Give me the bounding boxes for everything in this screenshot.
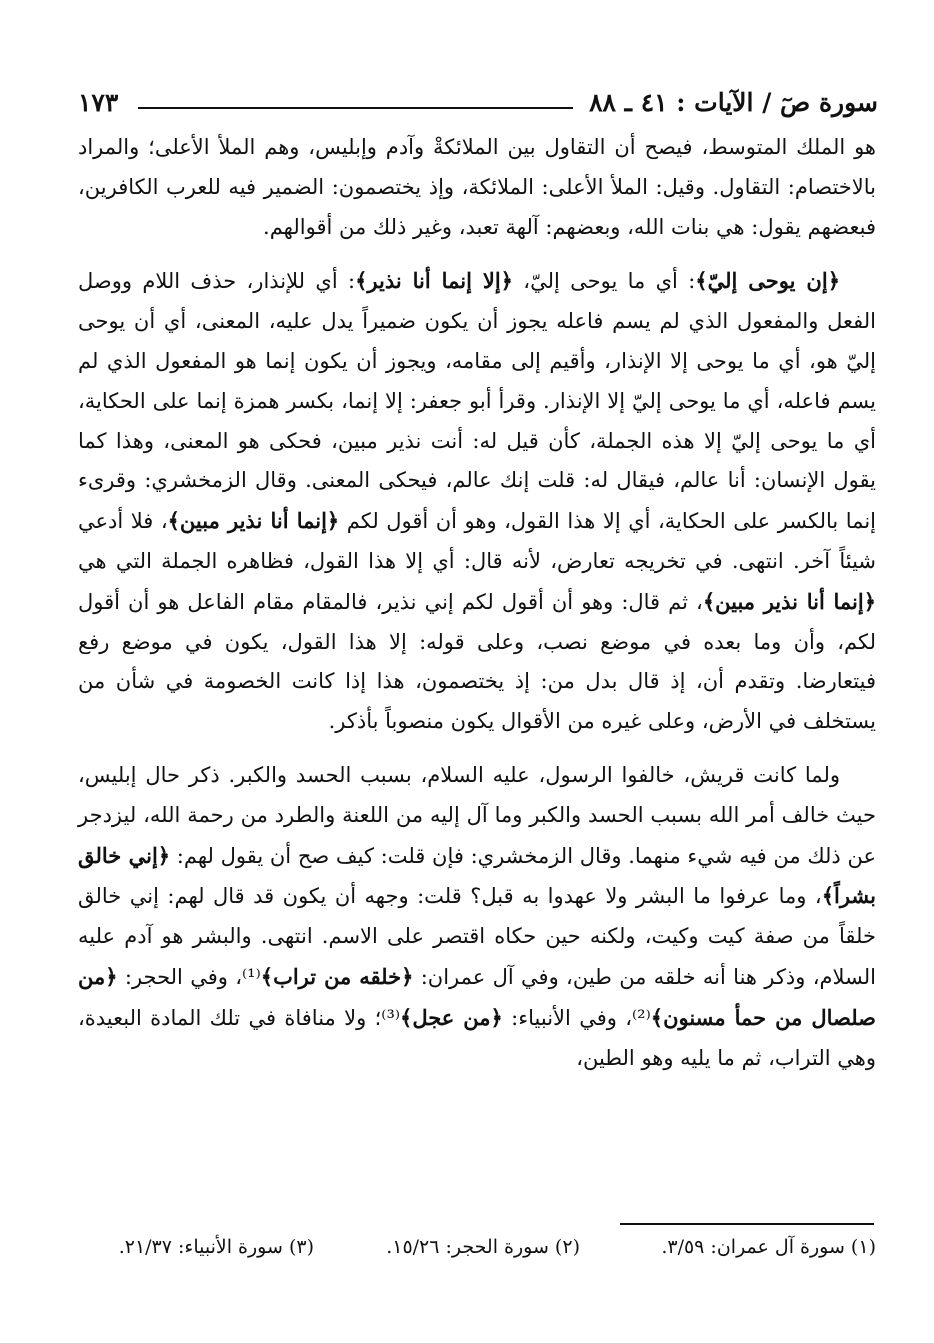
quran-quote: ﴿من صلصال من حمأ مسنون﴾ [78,963,876,1030]
text-run: ؛ ولا منافاة في تلك المادة البعيدة، وهي التراب، ثم ما يليه وهو الطين، [78,1005,876,1070]
text-run: ، وما عرفوا ما البشر ولا عهدوا به قبل؟ قلت: وجهه أن يكون قد قال لهم: إني خالق خلقاً من صفة كيت وكيت، ولكنه حين حكاه اقتصر على الاسم. انتهى. والبشر هو آدم عليه السلام، وذكر هنا أنه خلقه من طين، وفي آل عمران: [78,884,876,989]
quran-quote: ﴿إنما أنا نذير مبين﴾ [702,588,876,614]
footnote-1: (١) سورة آل عمران: ٣/٥٩. [661,1236,876,1258]
text-run: ولما كانت قريش، خالفوا الرسول، عليه السلام، بسبب الحسد والكبر. ذكر حال إبليس، حيث خالف أمر الله بسبب الحسد والكبر وما آل إليه من اللعنة والطرد من رحمة الله، ليزدجر عن ذلك من فيه شيء منهما. وقال الزمخشري: فإن قلت: كيف صح أن يقول لهم: [78,762,876,868]
quran-quote: ﴿إني خالق بشراً﴾ [78,842,876,909]
quran-quote: ﴿إلا إنما أنا نذير﴾ [355,268,513,294]
quran-quote: ﴿من عجل﴾ [400,1004,503,1030]
text-run: : أي للإنذار، حذف اللام ووصل الفعل والمفعول الذي لم يسم فاعله يجوز أن يكون ضميراً يدل عليه، المعنى، أي أن يوحى إليّ هو، أي ما يوحى إلا الإنذار، وأقيم إلى مقامه، ويجوز أن يكون إنما هو المفعول الذي لم يسم فاعله، أي ما يوحى إليّ إلا الإنذار. وقرأ أبو جعفر: إلا إنما، بكسر همزة إنما على الحكاية، أي ما يوحى إليّ إلا هذه الجملة، كأن قيل له: أنت نذير مبين، فحكى هو المعنى، وهذا كما يقول الإنسان: أنا عالم، فيقال له: قلت إنك عالم، فيحكى المعنى. وقال الزمخشري: وقرىء إنما بالكسر على الحكاية، أي إلا هذا القول، وهو أن أقول لكم [78,269,877,534]
quran-quote: ﴿إنما أنا نذير مبين﴾ [167,508,340,534]
footnote-3: (٣) سورة الأنبياء: ٢١/٣٧. [118,1236,314,1258]
paragraph [78,261,876,742]
text-run: ، وفي الأنبياء: [502,1005,632,1030]
footnotes [78,1236,876,1266]
text-run: ⁽³⁾ [381,1005,401,1030]
page-number: ١٧٣ [78,88,119,117]
footnote-rule [620,1223,874,1225]
text-run: ، فلا أدعي شيئاً آخر. انتهى. في تخريجه تعارض، لأنه قال: أي إلا هذا القول، فظاهره الجملة التي هي [78,509,876,573]
text-run: ⁽²⁾ [632,1005,651,1030]
footnote-2: (٢) سورة الحجر: ١٥/٢٦. [386,1236,580,1258]
text-run: ، ثم قال: وهو أن أقول لكم إني نذير، فالمقام مقام الفاعل هو أن أقول لكم، وأن وما بعده في موضع نصب، وعلى قوله: إلا هذا القول، يكون في موضع رفع فيتعارضا. وتقدم أن، إذ قال بدل من: إذ يختصمون، هذا إذا كانت الخصومة في شأن من يستخلف في الأرض، وعلى غيره من الأقوال يكون منصوباً بأذكر. [78,589,876,734]
running-header [78,88,878,128]
header-rule [138,107,573,109]
header-title: سورة صٓ / الآيات : ٤١ ـ ٨٨ [589,88,878,117]
quran-quote: ﴿خلقه من تراب﴾ [260,963,414,989]
paragraph: هو الملك المتوسط، فيصح أن التقاول بين الملائكةْ وآدم وإبليس، وهم الملأ الأعلى؛ والمراد بالاختصام: التقاول. وقيل: الملأ الأعلى: الملائكة، وإذ يختصمون: الضمير فيه للعرب الكافرين، فبعضهم يقول: هي بنات الله، وبعضهم: آلهة تعبد، وغير ذلك من أقوالهم. [78,135,876,239]
text-run: : أي ما يوحى إليّ، [512,269,696,294]
body-text [78,128,876,1078]
paragraph [78,756,876,1078]
quran-quote: ﴿إن يوحى إليّ﴾ [695,268,840,294]
text-run: ، وفي الحجر: [117,964,242,989]
text-run: ⁽¹⁾ [242,964,261,989]
